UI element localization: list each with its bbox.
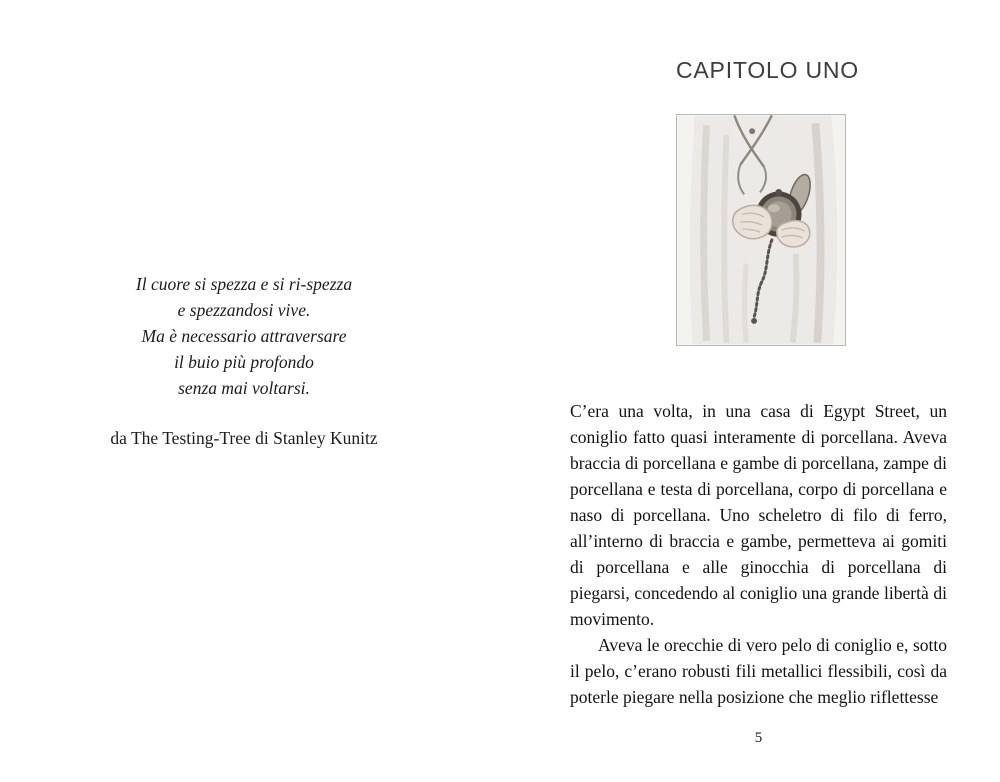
epigraph-line: e spezzandosi vive. [177, 300, 311, 320]
page-number: 5 [754, 730, 763, 746]
right-hand [777, 221, 810, 247]
illustration-frame [676, 114, 846, 346]
epigraph-attribution: da The Testing-Tree di Stanley Kunitz [110, 428, 378, 448]
pocket-watch-illustration [677, 115, 845, 345]
body-text [570, 398, 947, 710]
paragraph: Aveva le orecchie di vero pelo di coniglio e, sotto il pelo, c’erano robusti fili metallici flessibili, così da poterle piegare nella posizione che meglio riflettesse [570, 635, 947, 707]
epigraph-line: Il cuore si spezza e si ri-spezza [135, 274, 353, 294]
paragraph: C’era una volta, in una casa di Egypt Street, un coniglio fatto quasi interamente di porcellana. Aveva braccia di porcellana e gambe di porcellana, zampe di porcellana e testa di porcellana, corpo di porcellana e naso di porcellana. Uno scheletro di filo di ferro, all’interno di braccia e gambe, permetteva ai gomiti di porcellana e alle ginocchia di porcellana di piegarsi, concedendo al coniglio una grande libertà di movimento. [570, 401, 947, 629]
chapter-heading: CAPITOLO UNO [676, 57, 859, 83]
watch-crown [775, 189, 782, 196]
epigraph-line: Ma è necessario attraversare [141, 326, 347, 346]
epigraph-line: senza mai voltarsi. [178, 378, 310, 398]
epigraph [58, 271, 430, 401]
epigraph-line: il buio più profondo [174, 352, 314, 372]
